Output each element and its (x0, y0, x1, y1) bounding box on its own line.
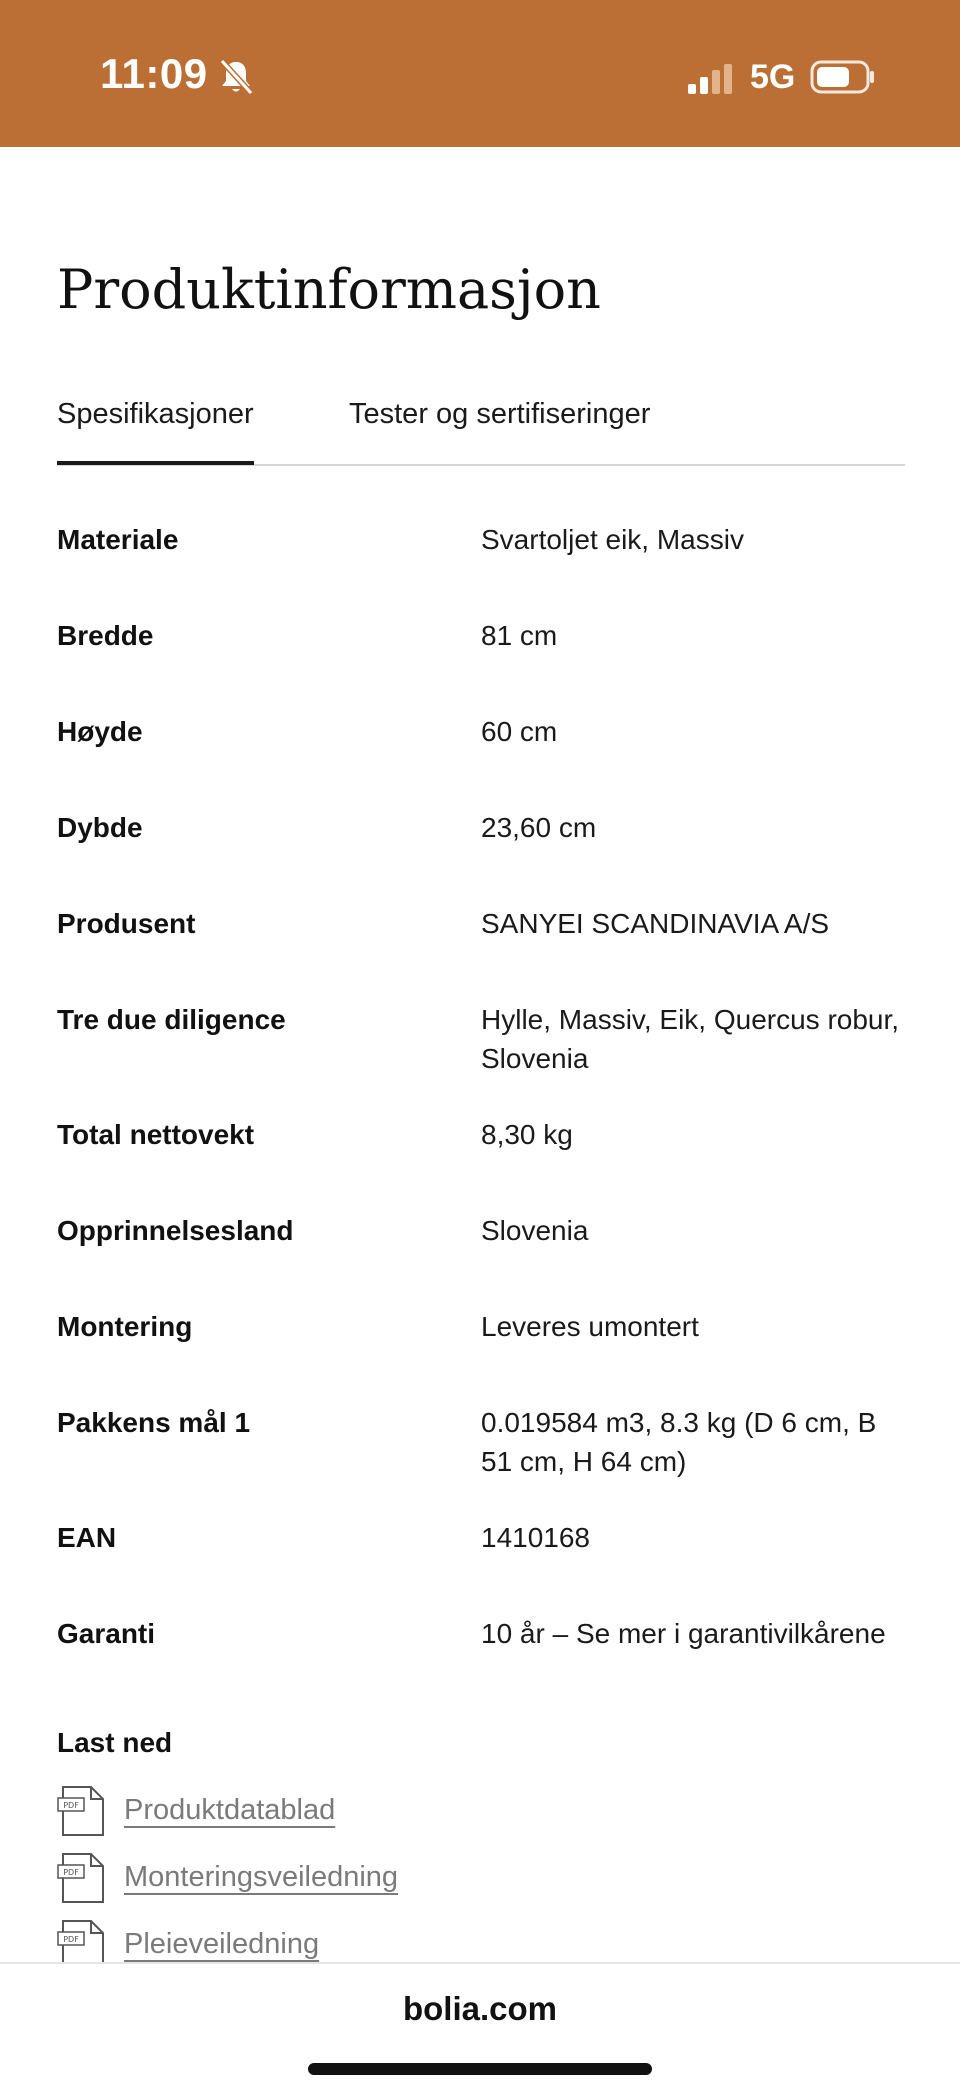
tab-bar (57, 390, 905, 466)
spec-value: 1410168 (481, 1522, 591, 1553)
status-time: 11:09 (100, 50, 208, 97)
tab-tests-certifications[interactable]: Tester og sertifiseringer (349, 398, 651, 430)
spec-label: Materiale (57, 524, 179, 555)
spec-label: Dybde (57, 812, 143, 843)
cellular-signal-icon (688, 64, 736, 94)
spec-value: 60 cm (481, 716, 558, 747)
svg-text:PDF: PDF (63, 1868, 79, 1877)
tab-specifications[interactable]: Spesifikasjoner (57, 398, 254, 430)
home-indicator[interactable] (308, 2063, 652, 2075)
browser-address-bar[interactable] (0, 1962, 960, 2089)
spec-value: 23,60 cm (481, 812, 597, 843)
spec-label: Produsent (57, 908, 196, 939)
spec-value: Leveres umontert (481, 1311, 699, 1342)
spec-value: SANYEI SCANDINAVIA A/S (481, 908, 830, 939)
spec-value: 0.019584 m3, 8.3 kg (D 6 cm, B 51 cm, H 64 cm) (481, 1407, 877, 1477)
spec-label: Bredde (57, 620, 154, 651)
downloads-title: Last ned (57, 1727, 173, 1758)
spec-label: Montering (57, 1311, 193, 1342)
svg-text:PDF: PDF (63, 1801, 79, 1810)
spec-value: 8,30 kg (481, 1119, 573, 1150)
page-title: Produktinformasjon (57, 258, 601, 321)
download-link[interactable]: Produktdatablad (124, 1794, 336, 1826)
spec-value: 10 år – Se mer i garantivilkårene (481, 1618, 886, 1649)
spec-value: Slovenia (481, 1215, 589, 1246)
spec-value: 81 cm (481, 620, 558, 651)
spec-value: Hylle, Massiv, Eik, Quercus robur, Slovenia (481, 1004, 900, 1074)
battery-icon (810, 60, 876, 94)
pdf-file-icon (57, 1853, 105, 1903)
spec-label: Pakkens mål 1 (57, 1407, 251, 1438)
spec-value: Svartoljet eik, Massiv (481, 524, 744, 555)
spec-label: Tre due diligence (57, 1004, 286, 1035)
status-bar (0, 0, 960, 147)
download-link[interactable]: Pleieveiledning (124, 1928, 320, 1960)
network-label: 5G (750, 58, 796, 96)
bell-muted-icon (218, 58, 254, 96)
spec-label: Total nettovekt (57, 1119, 255, 1150)
pdf-file-icon (57, 1786, 105, 1836)
site-url[interactable]: bolia.com (402, 1990, 558, 2027)
svg-text:PDF: PDF (63, 1935, 79, 1944)
spec-label: Garanti (57, 1618, 156, 1649)
spec-label: Opprinnelsesland (57, 1215, 294, 1246)
spec-label: Høyde (57, 716, 143, 747)
download-link[interactable]: Monteringsveiledning (124, 1861, 399, 1893)
spec-label: EAN (57, 1522, 117, 1553)
